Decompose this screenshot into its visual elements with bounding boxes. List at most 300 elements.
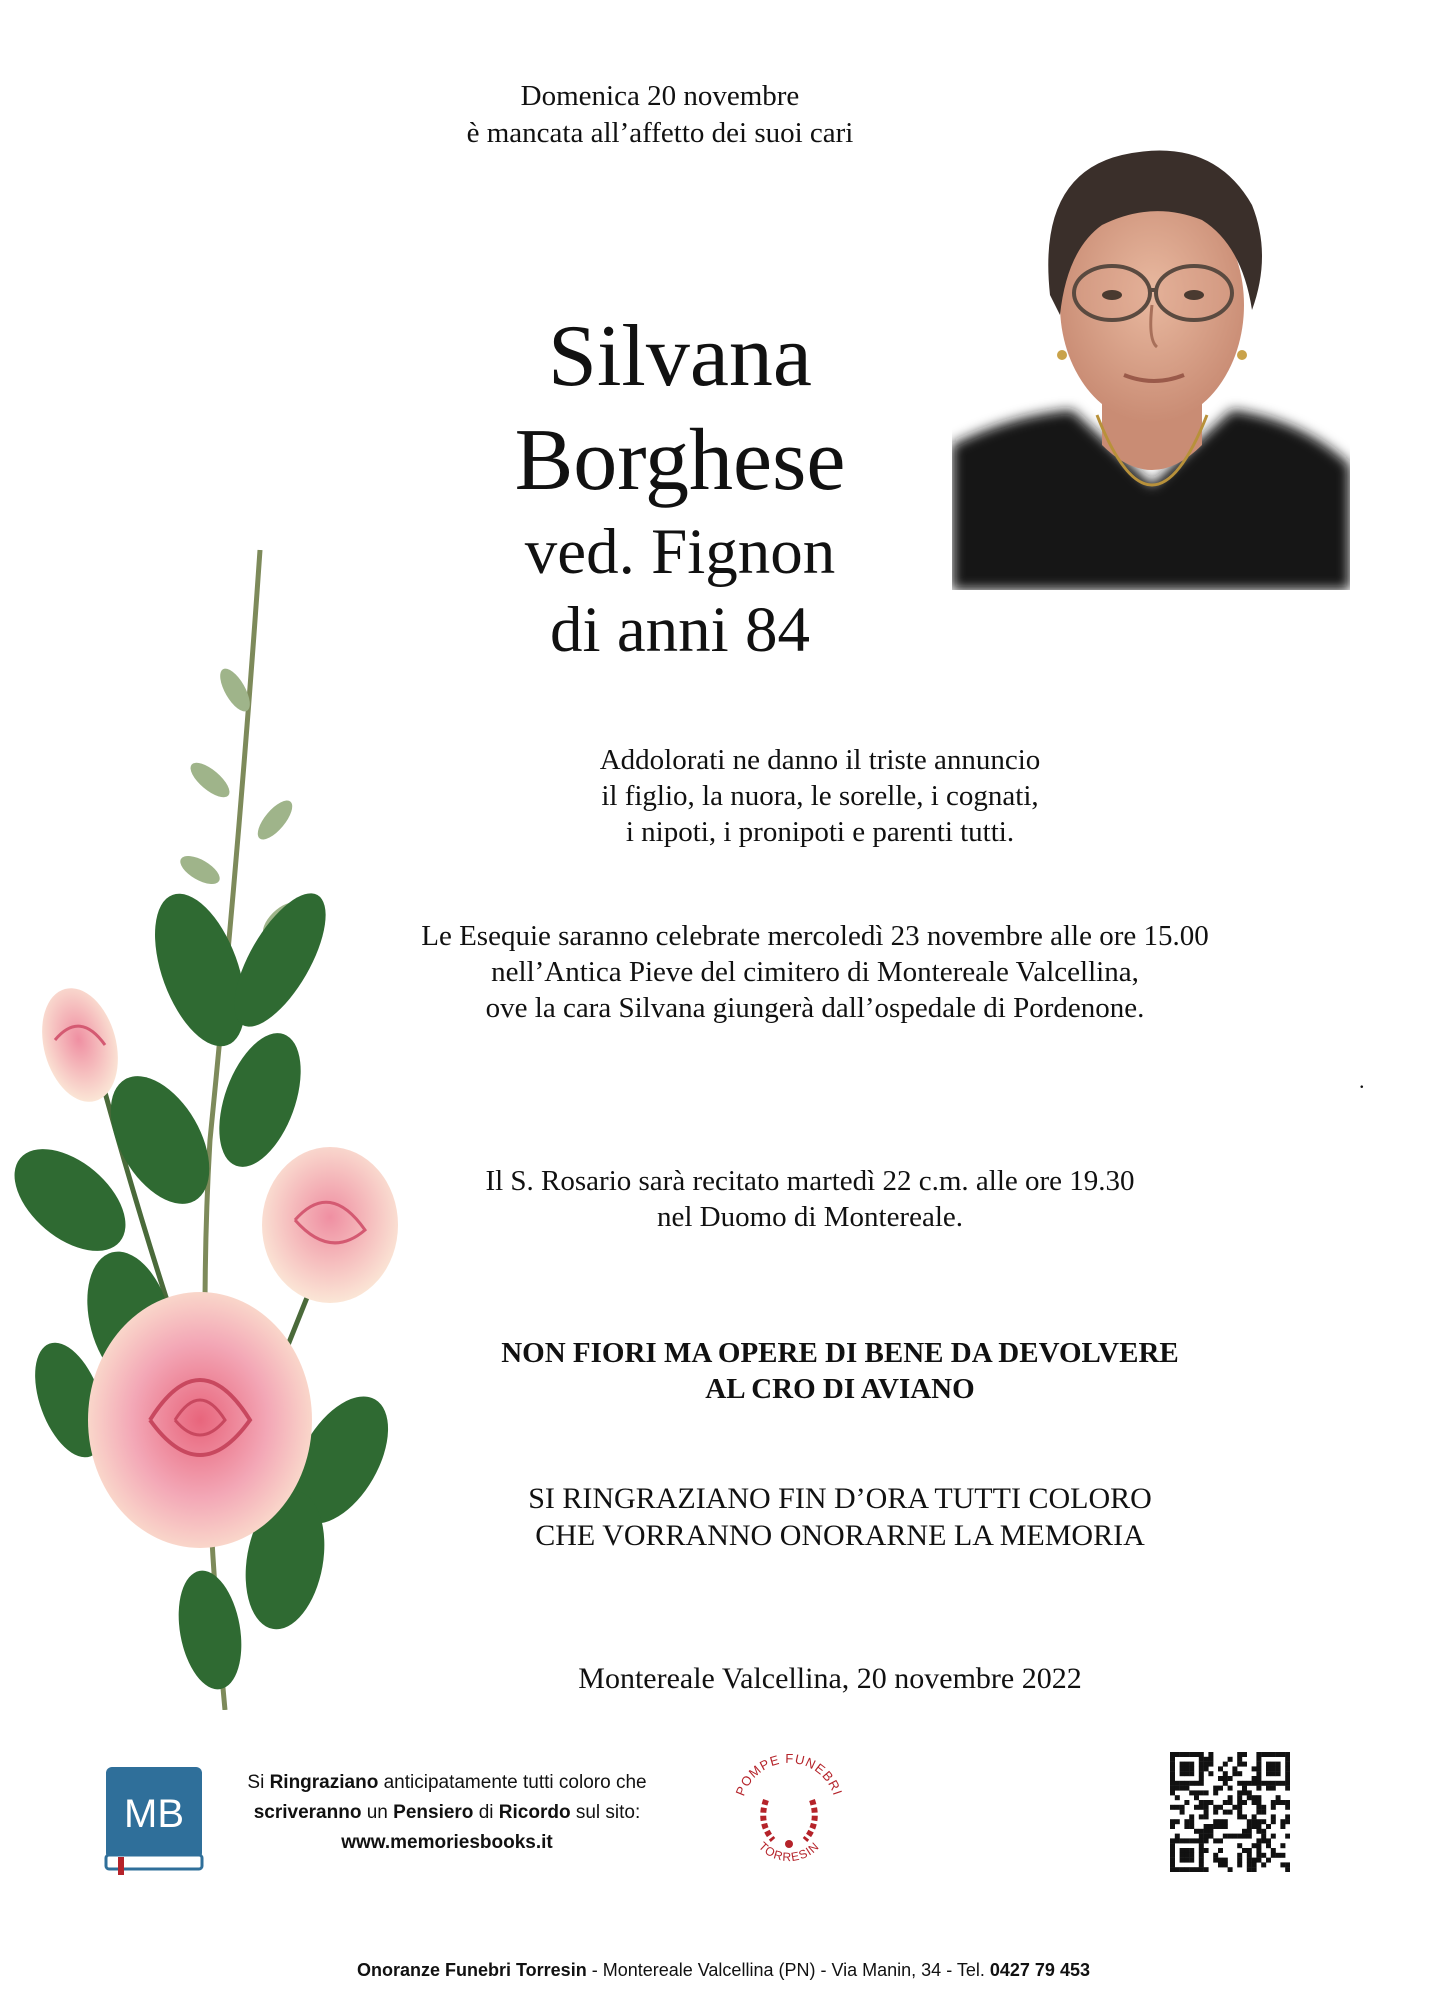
qr-module (1237, 1810, 1242, 1815)
qr-module (1266, 1858, 1271, 1863)
qr-module (1252, 1800, 1257, 1805)
qr-module (1204, 1810, 1209, 1815)
qr-module (1261, 1819, 1266, 1824)
mb-logo-text: MB (124, 1792, 184, 1836)
qr-module (1266, 1843, 1271, 1848)
qr-module (1247, 1790, 1252, 1795)
qr-module (1184, 1800, 1189, 1805)
qr-module (1223, 1776, 1228, 1781)
memoriesbooks-link[interactable]: www.memoriesbooks.it (341, 1832, 553, 1853)
qr-module (1180, 1867, 1185, 1872)
qr-module (1256, 1853, 1261, 1858)
qr-module (1261, 1853, 1266, 1858)
mb-si: Si (247, 1772, 265, 1793)
qr-module (1276, 1853, 1281, 1858)
qr-module (1208, 1757, 1213, 1762)
deceased-name-block (420, 305, 940, 669)
qr-module (1223, 1834, 1228, 1839)
qr-module (1189, 1838, 1194, 1843)
stray-mark: . (1359, 1068, 1365, 1093)
qr-module (1223, 1771, 1228, 1776)
announcement-line: i nipoti, i pronipoti e parenti tutti. (625, 816, 1015, 848)
qr-module (1218, 1766, 1223, 1771)
qr-module (1237, 1771, 1242, 1776)
thanks-note (410, 1480, 1270, 1554)
qr-module (1252, 1795, 1257, 1800)
torresin-logo (728, 1748, 850, 1872)
qr-module (1204, 1757, 1209, 1762)
qr-module (1256, 1824, 1261, 1829)
qr-module (1184, 1771, 1189, 1776)
qr-module (1170, 1838, 1175, 1843)
qr-module (1280, 1800, 1285, 1805)
qr-module (1189, 1819, 1194, 1824)
qr-module (1247, 1834, 1252, 1839)
qr-module (1180, 1838, 1185, 1843)
qr-module (1237, 1805, 1242, 1810)
qr-module (1285, 1814, 1290, 1819)
footer-contact (0, 1960, 1447, 1981)
qr-module (1266, 1838, 1271, 1843)
qr-module (1252, 1819, 1257, 1824)
last-name: Borghese (514, 412, 846, 509)
qr-module (1266, 1824, 1271, 1829)
qr-module (1261, 1862, 1266, 1867)
qr-module (1266, 1762, 1271, 1767)
qr-module (1189, 1790, 1194, 1795)
qr-module (1204, 1790, 1209, 1795)
qr-module (1170, 1776, 1175, 1781)
qr-module (1208, 1762, 1213, 1767)
qr-module (1218, 1819, 1223, 1824)
qr-module (1218, 1838, 1223, 1843)
qr-module (1266, 1786, 1271, 1791)
qr-module (1199, 1790, 1204, 1795)
qr-module (1266, 1766, 1271, 1771)
qr-module (1204, 1800, 1209, 1805)
qr-module (1199, 1805, 1204, 1810)
qr-module (1285, 1762, 1290, 1767)
qr-module (1223, 1800, 1228, 1805)
mb-ricordo: Ricordo (498, 1802, 571, 1823)
qr-module (1271, 1834, 1276, 1839)
qr-module (1170, 1843, 1175, 1848)
qr-module (1199, 1757, 1204, 1762)
qr-module (1276, 1781, 1281, 1786)
qr-module (1199, 1843, 1204, 1848)
announcement-line: Addolorati ne danno il triste annuncio (599, 744, 1041, 776)
qr-module (1213, 1858, 1218, 1863)
qr-module (1184, 1786, 1189, 1791)
qr-module (1252, 1814, 1257, 1819)
widow-of: ved. Fignon (524, 516, 836, 588)
qr-module (1232, 1771, 1237, 1776)
qr-module (1189, 1867, 1194, 1872)
qr-module (1189, 1752, 1194, 1757)
qr-module (1247, 1867, 1252, 1872)
qr-module (1175, 1834, 1180, 1839)
qr-module (1271, 1819, 1276, 1824)
qr-module (1213, 1853, 1218, 1858)
funeral-info (330, 918, 1300, 1026)
qr-module (1199, 1762, 1204, 1767)
qr-module (1276, 1762, 1281, 1767)
qr-module (1280, 1843, 1285, 1848)
qr-module (1208, 1752, 1213, 1757)
qr-module (1228, 1810, 1233, 1815)
qr-module (1213, 1810, 1218, 1815)
qr-module (1271, 1762, 1276, 1767)
thanks-line: CHE VORRANNO ONORARNE LA MEMORIA (535, 1519, 1145, 1552)
qr-module (1256, 1762, 1261, 1767)
qr-module (1256, 1776, 1261, 1781)
qr-module (1223, 1781, 1228, 1786)
qr-module (1189, 1824, 1194, 1829)
qr-module (1237, 1762, 1242, 1767)
donation-request (400, 1335, 1280, 1407)
qr-module (1199, 1848, 1204, 1853)
qr-module (1180, 1858, 1185, 1863)
qr-module (1199, 1814, 1204, 1819)
qr-module (1228, 1795, 1233, 1800)
qr-module (1218, 1786, 1223, 1791)
qr-module (1271, 1771, 1276, 1776)
qr-module (1285, 1867, 1290, 1872)
qr-module (1242, 1834, 1247, 1839)
qr-module (1218, 1824, 1223, 1829)
age-line: di anni 84 (550, 594, 810, 666)
qr-module (1232, 1834, 1237, 1839)
qr-module (1232, 1805, 1237, 1810)
qr-module (1189, 1848, 1194, 1853)
qr-module (1280, 1819, 1285, 1824)
qr-module (1184, 1766, 1189, 1771)
qr-module (1256, 1829, 1261, 1834)
qr-module (1184, 1853, 1189, 1858)
qr-module (1276, 1800, 1281, 1805)
torresin-top-text: POMPE FUNEBRI (732, 1750, 846, 1798)
qr-module (1271, 1752, 1276, 1757)
funeral-line: ove la cara Silvana giungerà dall’ospedale di Pordenone. (485, 992, 1145, 1024)
qr-module (1237, 1834, 1242, 1839)
qr-module (1189, 1766, 1194, 1771)
rosary-info (420, 1163, 1200, 1235)
mb-un: un (366, 1802, 388, 1823)
qr-module (1247, 1862, 1252, 1867)
qr-module (1199, 1867, 1204, 1872)
footer-address: - Montereale Valcellina (PN) - Via Manin, 34 - Tel. (586, 1960, 990, 1980)
qr-module (1189, 1858, 1194, 1863)
qr-module (1228, 1786, 1233, 1791)
qr-module (1237, 1814, 1242, 1819)
qr-module (1189, 1762, 1194, 1767)
qr-module (1218, 1848, 1223, 1853)
qr-module (1261, 1805, 1266, 1810)
donation-line: NON FIORI MA OPERE DI BENE DA DEVOLVERE (501, 1337, 1179, 1369)
qr-module (1170, 1858, 1175, 1863)
qr-module (1261, 1829, 1266, 1834)
qr-module (1180, 1752, 1185, 1757)
qr-module (1184, 1781, 1189, 1786)
qr-module (1261, 1810, 1266, 1815)
qr-module (1228, 1800, 1233, 1805)
qr-module (1204, 1867, 1209, 1872)
qr-module (1189, 1853, 1194, 1858)
qr-module (1247, 1819, 1252, 1824)
donation-line: AL CRO DI AVIANO (705, 1373, 975, 1405)
qr-module (1285, 1834, 1290, 1839)
qr-module (1242, 1848, 1247, 1853)
qr-module (1204, 1834, 1209, 1839)
qr-module (1252, 1766, 1257, 1771)
qr-module (1252, 1824, 1257, 1829)
qr-module (1184, 1858, 1189, 1863)
qr-module (1285, 1771, 1290, 1776)
qr-module (1223, 1862, 1228, 1867)
qr-module (1271, 1848, 1276, 1853)
qr-module (1184, 1752, 1189, 1757)
qr-module (1285, 1819, 1290, 1824)
qr-code[interactable] (1170, 1752, 1290, 1872)
qr-module (1184, 1848, 1189, 1853)
qr-module (1208, 1824, 1213, 1829)
qr-module (1213, 1819, 1218, 1824)
qr-module (1237, 1843, 1242, 1848)
qr-module (1180, 1762, 1185, 1767)
qr-module (1218, 1858, 1223, 1863)
thanks-line: SI RINGRAZIANO FIN D’ORA TUTTI COLORO (528, 1482, 1152, 1515)
qr-module (1247, 1824, 1252, 1829)
qr-module (1194, 1867, 1199, 1872)
qr-module (1170, 1862, 1175, 1867)
qr-module (1228, 1867, 1233, 1872)
place-date: Montereale Valcellina, 20 novembre 2022 (578, 1662, 1082, 1695)
qr-module (1175, 1838, 1180, 1843)
qr-module (1223, 1819, 1228, 1824)
qr-module (1247, 1829, 1252, 1834)
qr-module (1256, 1805, 1261, 1810)
intro-text (380, 78, 940, 152)
qr-module (1237, 1858, 1242, 1863)
qr-module (1252, 1858, 1257, 1863)
qr-module (1276, 1771, 1281, 1776)
qr-module (1218, 1776, 1223, 1781)
qr-module (1199, 1829, 1204, 1834)
qr-module (1199, 1781, 1204, 1786)
qr-module (1213, 1838, 1218, 1843)
footer-phone[interactable]: 0427 79 453 (989, 1960, 1090, 1980)
qr-module (1242, 1814, 1247, 1819)
qr-module (1256, 1771, 1261, 1776)
qr-module (1208, 1771, 1213, 1776)
qr-module (1194, 1829, 1199, 1834)
qr-module (1256, 1800, 1261, 1805)
qr-module (1170, 1762, 1175, 1767)
funeral-line: nell’Antica Pieve del cimitero di Montereale Valcellina, (491, 956, 1139, 988)
qr-module (1175, 1786, 1180, 1791)
qr-module (1242, 1790, 1247, 1795)
qr-module (1175, 1781, 1180, 1786)
qr-module (1194, 1752, 1199, 1757)
mb-sul-sito: sul sito: (575, 1802, 641, 1823)
qr-module (1256, 1810, 1261, 1815)
qr-module (1276, 1795, 1281, 1800)
qr-module (1180, 1853, 1185, 1858)
qr-module (1285, 1766, 1290, 1771)
qr-module (1175, 1805, 1180, 1810)
qr-module (1232, 1766, 1237, 1771)
qr-module (1271, 1814, 1276, 1819)
qr-module (1180, 1781, 1185, 1786)
qr-module (1237, 1752, 1242, 1757)
qr-module (1189, 1814, 1194, 1819)
mb-di: di (478, 1802, 494, 1823)
qr-module (1247, 1853, 1252, 1858)
qr-module (1170, 1867, 1175, 1872)
qr-module (1208, 1829, 1213, 1834)
qr-module (1223, 1762, 1228, 1767)
qr-module (1199, 1834, 1204, 1839)
qr-module (1184, 1819, 1189, 1824)
qr-module (1256, 1757, 1261, 1762)
qr-module (1170, 1786, 1175, 1791)
qr-module (1223, 1858, 1228, 1863)
qr-module (1213, 1790, 1218, 1795)
qr-module (1170, 1790, 1175, 1795)
first-name: Silvana (548, 308, 812, 405)
qr-module (1184, 1824, 1189, 1829)
qr-module (1218, 1862, 1223, 1867)
qr-module (1194, 1781, 1199, 1786)
qr-module (1256, 1843, 1261, 1848)
qr-module (1194, 1795, 1199, 1800)
qr-module (1208, 1834, 1213, 1839)
qr-module (1252, 1862, 1257, 1867)
qr-module (1199, 1771, 1204, 1776)
qr-module (1237, 1795, 1242, 1800)
mb-ringraziano: Ringraziano (269, 1772, 379, 1793)
qr-module (1204, 1766, 1209, 1771)
memoriesbooks-note (212, 1768, 682, 1858)
qr-module (1252, 1776, 1257, 1781)
qr-module (1261, 1781, 1266, 1786)
qr-module (1170, 1848, 1175, 1853)
qr-module (1170, 1805, 1175, 1810)
qr-module (1237, 1853, 1242, 1858)
qr-module (1242, 1786, 1247, 1791)
qr-module (1252, 1867, 1257, 1872)
qr-module (1242, 1800, 1247, 1805)
qr-module (1237, 1781, 1242, 1786)
qr-module (1285, 1776, 1290, 1781)
qr-module (1199, 1853, 1204, 1858)
qr-module (1256, 1781, 1261, 1786)
qr-module (1256, 1786, 1261, 1791)
qr-module (1237, 1862, 1242, 1867)
qr-module (1170, 1771, 1175, 1776)
qr-module (1280, 1824, 1285, 1829)
qr-module (1242, 1829, 1247, 1834)
qr-module (1204, 1762, 1209, 1767)
qr-module (1199, 1858, 1204, 1863)
funeral-line: Le Esequie saranno celebrate mercoledì 23 novembre alle ore 15.00 (421, 920, 1209, 952)
qr-module (1170, 1766, 1175, 1771)
qr-module (1175, 1752, 1180, 1757)
qr-module (1256, 1838, 1261, 1843)
qr-module (1256, 1795, 1261, 1800)
qr-module (1271, 1781, 1276, 1786)
rose-illustration (10, 540, 430, 1710)
qr-module (1170, 1824, 1175, 1829)
qr-module (1256, 1766, 1261, 1771)
qr-module (1194, 1838, 1199, 1843)
qr-module (1285, 1862, 1290, 1867)
qr-module (1175, 1819, 1180, 1824)
qr-module (1180, 1786, 1185, 1791)
rosary-line: Il S. Rosario sarà recitato martedì 22 c.m. alle ore 19.30 (485, 1165, 1135, 1197)
qr-module (1204, 1814, 1209, 1819)
qr-module (1271, 1853, 1276, 1858)
svg-text:POMPE FUNEBRI (733, 1751, 846, 1798)
qr-module (1285, 1752, 1290, 1757)
qr-module (1199, 1838, 1204, 1843)
qr-module (1242, 1762, 1247, 1767)
qr-module (1280, 1752, 1285, 1757)
qr-module (1271, 1786, 1276, 1791)
qr-module (1285, 1805, 1290, 1810)
qr-module (1237, 1757, 1242, 1762)
footer-company: Onoranze Funebri Torresin (357, 1960, 587, 1980)
qr-module (1223, 1824, 1228, 1829)
intro-passing: è mancata all’affetto dei suoi cari (466, 117, 854, 149)
qr-module (1256, 1848, 1261, 1853)
qr-module (1170, 1853, 1175, 1858)
qr-module (1276, 1766, 1281, 1771)
qr-module (1271, 1800, 1276, 1805)
qr-module (1242, 1781, 1247, 1786)
qr-module (1204, 1838, 1209, 1843)
qr-module (1213, 1805, 1218, 1810)
qr-module (1280, 1853, 1285, 1858)
qr-module (1285, 1786, 1290, 1791)
qr-module (1266, 1752, 1271, 1757)
qr-module (1237, 1790, 1242, 1795)
qr-module (1204, 1805, 1209, 1810)
qr-module (1280, 1781, 1285, 1786)
qr-module (1247, 1848, 1252, 1853)
qr-module (1175, 1867, 1180, 1872)
intro-date: Domenica 20 novembre (520, 80, 800, 112)
qr-module (1256, 1858, 1261, 1863)
qr-module (1271, 1805, 1276, 1810)
qr-module (1184, 1867, 1189, 1872)
qr-module (1204, 1824, 1209, 1829)
qr-module (1208, 1800, 1213, 1805)
qr-module (1247, 1858, 1252, 1863)
memoriesbooks-logo[interactable] (104, 1765, 204, 1875)
qr-module (1189, 1771, 1194, 1776)
qr-module (1285, 1781, 1290, 1786)
qr-module (1276, 1752, 1281, 1757)
qr-module (1194, 1790, 1199, 1795)
qr-module (1256, 1752, 1261, 1757)
mb-anticipatamente: anticipatamente tutti coloro che (383, 1772, 647, 1793)
qr-module (1242, 1752, 1247, 1757)
qr-module (1180, 1805, 1185, 1810)
qr-module (1271, 1766, 1276, 1771)
qr-module (1175, 1795, 1180, 1800)
qr-module (1261, 1834, 1266, 1839)
